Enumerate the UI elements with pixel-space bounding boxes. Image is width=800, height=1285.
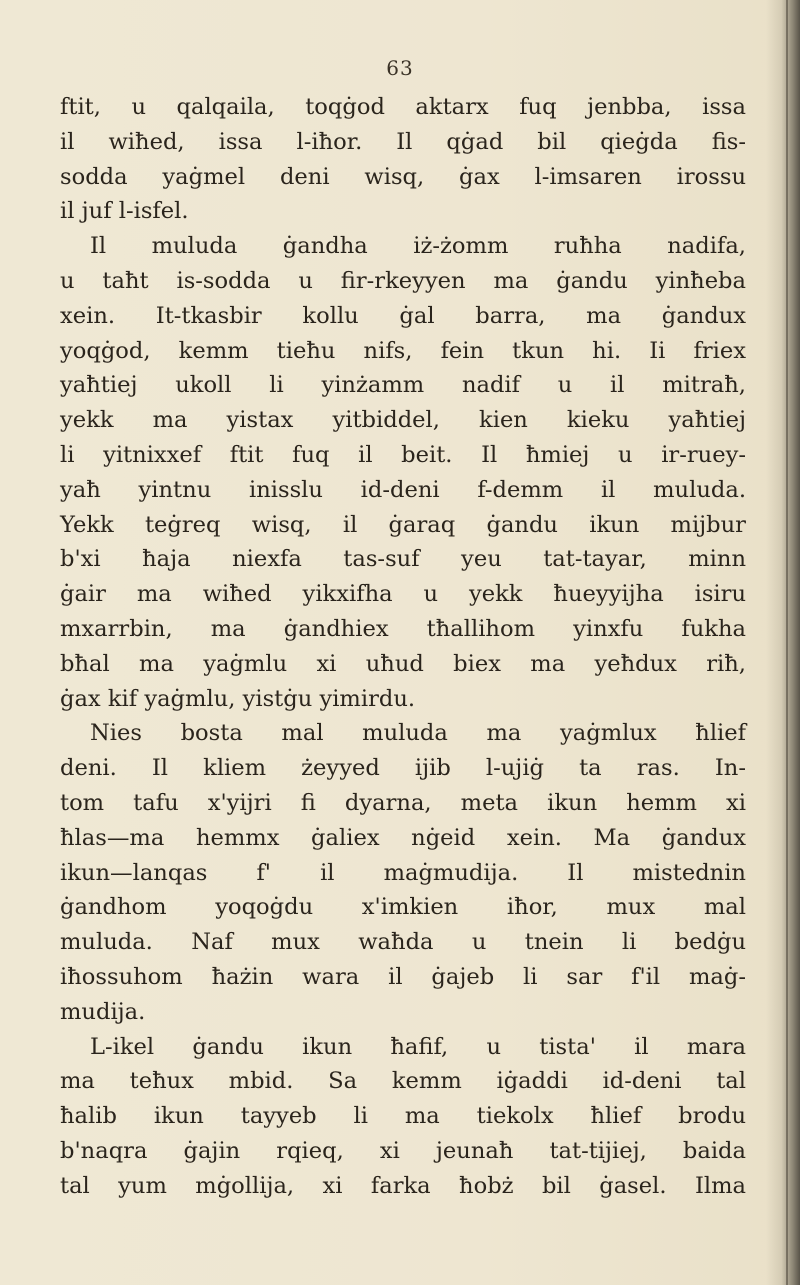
text-line: bħal ma yaġmlu xi uħud biex ma yeħdux riħ, xyxy=(60,650,746,677)
text-line: Yekk teġreq wisq, il ġaraq ġandu ikun mijbur xyxy=(60,511,746,538)
text-line: mxarrbin, ma ġandhiex tħallihom yinxfu fukha xyxy=(60,615,746,642)
text-line: deni. Il kliem żeyyed ijib l-ujiġ ta ras. In- xyxy=(60,755,746,782)
text-line: Nies bosta mal muluda ma yaġmlux ħlief xyxy=(90,720,746,747)
text-line: tal yum mġollija, xi farka ħobż bil ġasel. Ilma xyxy=(60,1172,746,1199)
page-edge-shadow xyxy=(766,0,800,1285)
text-line: L-ikel ġandu ikun ħafif, u tista' il mara xyxy=(90,1033,746,1060)
text-line: mudija. xyxy=(60,998,146,1025)
text-line: ġair ma wiħed yikxifha u yekk ħueyyijha isiru xyxy=(60,581,746,608)
text-line: xein. It-tkasbir kollu ġal barra, ma ġandux xyxy=(60,302,746,329)
text-line: ma teħux mbid. Sa kemm iġaddi id-deni tal xyxy=(60,1068,746,1095)
text-line: li yitnixxef ftit fuq il beit. Il ħmiej u ir-ruey- xyxy=(60,441,746,468)
text-line: yaħtiej ukoll li yinżamm nadif u il mitraħ, xyxy=(60,372,746,399)
page-number: 63 xyxy=(386,56,414,80)
text-line: tom tafu x'yijri fi dyarna, meta ikun hemm xi xyxy=(60,789,746,816)
text-line: ħalib ikun tayyeb li ma tiekolx ħlief brodu xyxy=(60,1103,746,1130)
body-text xyxy=(60,90,746,1204)
page-edge-line xyxy=(786,0,788,1285)
text-line: il juf l-isfel. xyxy=(60,198,189,225)
text-line: ġax kif yaġmlu, yistġu yimirdu. xyxy=(60,685,416,712)
text-line: b'naqra ġajin rqieq, xi jeunaħ tat-tijiej, baida xyxy=(60,1137,746,1164)
text-line: b'xi ħaja niexfa tas-suf yeu tat-tayar, minn xyxy=(60,546,746,573)
text-line: Il muluda ġandha iż-żomm ruħha nadifa, xyxy=(90,233,746,260)
text-line: ħlas—ma hemmx ġaliex nġeid xein. Ma ġandux xyxy=(60,824,746,851)
text-line: il wiħed, issa l-iħor. Il qġad bil qieġda fis- xyxy=(60,128,746,155)
text-line: ikun—lanqas f' il maġmudija. Il mistednin xyxy=(60,859,746,886)
text-line: ftit, u qalqaila, toqġod aktarx fuq jenbba, issa xyxy=(60,94,746,120)
text-line: sodda yaġmel deni wisq, ġax l-imsaren irossu xyxy=(60,163,746,190)
text-line: muluda. Naf mux waħda u tnein li bedġu xyxy=(60,929,746,956)
text-line: iħossuhom ħażin wara il ġajeb li sar f'il maġ- xyxy=(60,963,746,990)
text-line: u taħt is-sodda u fir-rkeyyen ma ġandu yinħeba xyxy=(60,267,746,294)
text-line: ġandhom yoqoġdu x'imkien iħor, mux mal xyxy=(60,894,746,921)
text-line: yaħ yintnu inisslu id-deni f-demm il muluda. xyxy=(60,476,746,503)
text-line: yekk ma yistax yitbiddel, kien kieku yaħtiej xyxy=(60,407,746,434)
text-line: yoqġod, kemm tieħu nifs, fein tkun hi. Ii friex xyxy=(60,337,746,364)
